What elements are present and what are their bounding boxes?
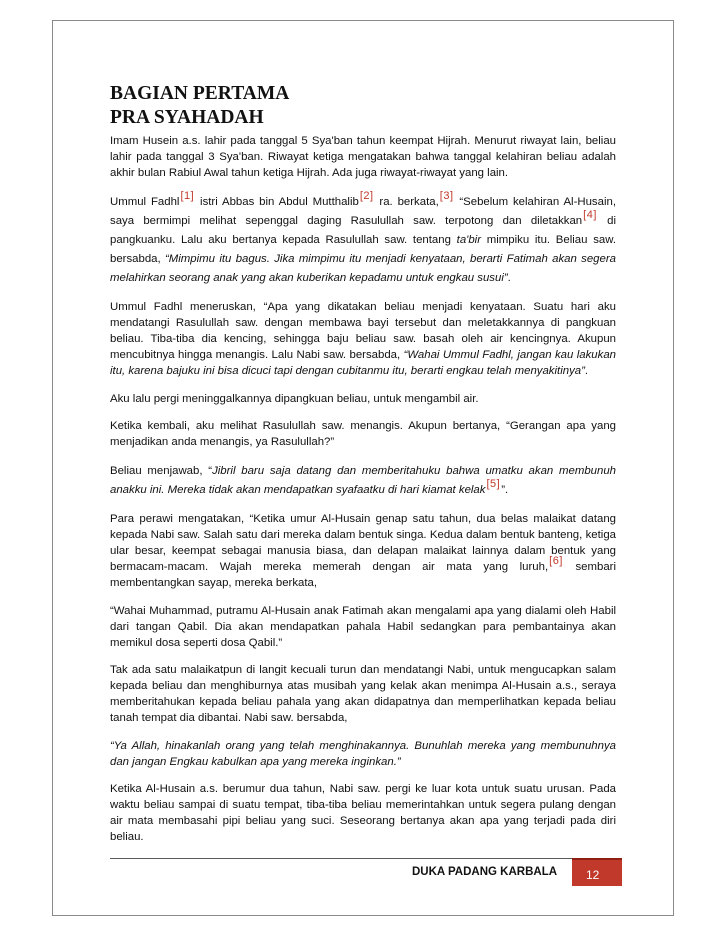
- footnote-ref-1[interactable]: [1]: [180, 189, 195, 202]
- footer-book-title: DUKA PADANG KARBALA: [412, 866, 558, 878]
- footnote-ref-6[interactable]: [6]: [549, 555, 563, 567]
- paragraph-11: Ketika Al-Husain a.s. berumur dua tahun, Nabi saw. pergi ke luar kota untuk suatu urusan. Pada waktu beliau sampai di suatu tempat, tiba-tiba beliau memerintahkan untuk segera pulang dengan air mata membasahi pipi beliau yang suci. Seseorang bertanya akan apa yang terjadi pada diri beliau.: [110, 783, 616, 843]
- paragraph-6: Beliau menjawab, “Jibril baru saja datang dan memberitahuku bahwa umatku akan membunuh anakku ini. Mereka tidak akan mendapatkan syafaatku di hari kiamat kelak[5]”.: [110, 464, 617, 496]
- paragraph-8: “Wahai Muhammad, putramu Al-Husain anak Fatimah akan mengalami apa yang dialami oleh Habil dari tangan Qabil. Dia akan mendapatkan pahala Habil sedangkan para pembantainya akan memikul dosa seperti dosa Qabil.”: [110, 604, 616, 649]
- paragraph-5: Ketika kembali, aku melihat Rasulullah saw. menangis. Akupun bertanya, “Gerangan apa yang menjadikan anda menangis, ya Rasulullah?”: [110, 420, 616, 448]
- footnote-ref-2[interactable]: [2]: [359, 189, 374, 202]
- paragraph-3: Ummul Fadhl meneruskan, “Apa yang dikatakan beliau menjadi kenyataan. Suatu hari aku mendatangi Rasulullah saw. dengan membawa bayi tersebut dan meletakkannya di pangkuan beliau. Tiba-tiba dia kencing, sehingga baju beliau saw. basah oleh air kencingnya. Akupun mencubitnya hingga menangis. Lalu Nabi saw. bersabda, “Wahai Ummul Fadhl, jangan kau lakukan itu, karena bajuku ini bisa dicuci tapi dengan cubitanmu itu, berarti engkau telah menyakitinya”.: [110, 301, 616, 377]
- paragraph-4: Aku lalu pergi meninggalkannya dipangkuan beliau, untuk mengambil air.: [110, 392, 479, 405]
- footnote-ref-4[interactable]: [4]: [583, 208, 597, 221]
- chapter-heading-line1: BAGIAN PERTAMA: [110, 83, 290, 104]
- page-number: 12: [572, 860, 622, 886]
- paragraph-9: Tak ada satu malaikatpun di langit kecuali turun dan mendatangi Nabi, untuk mengucapkan salam kepada beliau dan menghiburnya atas musibah yang kelak akan menimpa Al-Husain a.s., seraya memberitahukan kepada beliau pahala yang akan didapatnya dan memperlihatkan kepada beliau tanah tempat dia dibantai. Nabi saw. bersabda,: [110, 664, 616, 724]
- chapter-heading-line2: PRA SYAHADAH: [110, 107, 264, 128]
- paragraph-2: Ummul Fadhl[1] istri Abbas bin Abdul Mutthalib[2] ra. berkata,[3] “Sebelum kelahiran Al-Husain, saya bermimpi melihat sepenggal daging Rasulullah saw. terpotong dan diletakkan[4] di pangkuanku. Lalu aku bertanya kepada Rasulullah saw. tentang ta'bir mimpiku itu. Beliau saw. bersabda, “Mimpimu itu bagus. Jika mimpimu itu menjadi kenyataan, berarti Fatimah akan segera melahirkan seorang anak yang akan kuberikan kepadamu untuk engkau susui”.: [110, 189, 616, 284]
- paragraph-7: Para perawi mengatakan, “Ketika umur Al-Husain genap satu tahun, dua belas malaikat datang kepada Nabi saw. Salah satu dari mereka dalam bentuk singa. Kedua dalam bentuk banteng, ketiga ular besar, keempat sebagai manusia biasa, dan delapan malaikat lainnya dalam bentuk yang bermacam-macam. Wajah mereka memerah dengan air mata yang luruh,[6] sembari membentangkan sayap, mereka berkata,: [110, 513, 616, 589]
- footer-divider: [110, 858, 622, 859]
- paragraph-1: Imam Husein a.s. lahir pada tanggal 5 Sya'ban tahun keempat Hijrah. Menurut riwayat lain, beliau lahir pada tanggal 3 Sya'ban. Riwayat ketiga mengatakan bahwa tanggal kelahiran beliau adalah akhir bulan Rabiul Awal tahun ketiga Hijrah. Ada juga riwayat-riwayat yang lain.: [110, 135, 616, 179]
- paragraph-10: “Ya Allah, hinakanlah orang yang telah menghinakannya. Bunuhlah mereka yang membunuhnya dan jangan Engkau kabulkan apa yang mereka inginkan.”: [110, 739, 616, 768]
- page-content: [110, 82, 616, 857]
- footnote-ref-3[interactable]: [3]: [439, 189, 454, 202]
- footnote-ref-5[interactable]: [5]: [486, 477, 501, 490]
